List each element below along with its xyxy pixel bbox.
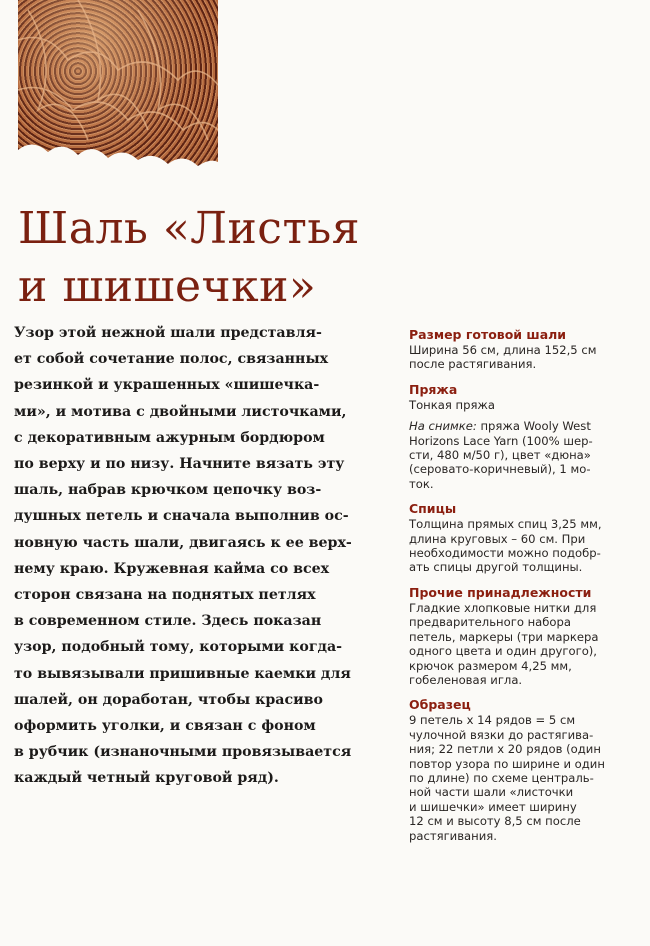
supplies-line: петель, маркеры (три маркера	[409, 629, 599, 644]
supplies-line: предварительного набора	[409, 615, 571, 630]
intro-line: то вывязывали пришивные каемки для	[14, 665, 351, 682]
specs-sidebar	[409, 326, 641, 852]
size-text	[409, 343, 641, 372]
supplies-text	[409, 601, 641, 687]
page-title	[18, 200, 438, 316]
intro-line: по верху и по низу. Начните вязать эту	[14, 456, 345, 473]
intro-line: в современном стиле. Здесь показан	[14, 613, 322, 630]
intro-line: новную часть шали, двигаясь к ее верх-	[14, 534, 352, 551]
yarn-note-line	[409, 419, 641, 433]
intro-line: резинкой и украшенных «шишечка-	[14, 377, 320, 394]
yarn-text	[409, 398, 641, 491]
yarn-note-line: сти, 480 м/50 г), цвет «дюна»	[409, 448, 591, 463]
needles-text	[409, 517, 641, 575]
size-section	[409, 326, 641, 372]
gauge-line: и шишечки» имеет ширину	[409, 799, 577, 814]
size-line: Ширина 56 см, длина 152,5 см	[409, 343, 597, 357]
supplies-line: одного цвета и один другого),	[409, 644, 597, 659]
intro-line: каждый четный круговой ряд).	[14, 770, 279, 787]
lace-pattern-icon	[18, 0, 218, 178]
intro-line: с декоративным ажурным бордюром	[14, 429, 325, 446]
needles-heading: Спицы	[409, 501, 457, 517]
intro-line: Узор этой нежной шали представля-	[14, 325, 322, 341]
yarn-section	[409, 381, 641, 491]
needles-line: необходимости можно подобр-	[409, 546, 601, 561]
title-line-1: Шаль «Листья	[18, 203, 360, 254]
intro-paragraph	[14, 320, 392, 792]
gauge-text	[409, 713, 641, 843]
intro-line: нему краю. Кружевная кайма со всех	[14, 560, 330, 577]
intro-line: шалей, он доработан, чтобы красиво	[14, 691, 323, 708]
yarn-note-label: На снимке:	[409, 419, 477, 434]
intro-line: душных петель и сначала выполнив ос-	[14, 508, 349, 525]
gauge-line: 12 см и высоту 8,5 см после	[409, 814, 581, 829]
supplies-section	[409, 584, 641, 687]
needles-line: длина круговых – 60 см. При	[409, 531, 586, 546]
yarn-line: Тонкая пряжа	[409, 397, 495, 412]
gauge-line: растягивания.	[409, 828, 497, 843]
title-line-2: и шишечки»	[18, 261, 317, 312]
yarn-heading: Пряжа	[409, 381, 458, 397]
yarn-note-text: пряжа Wooly West	[476, 419, 591, 434]
intro-line: шаль, набрав крючком цепочку воз-	[14, 482, 322, 499]
size-line: после растягивания.	[409, 357, 537, 372]
gauge-line: по длине) по схеме централь-	[409, 770, 594, 785]
supplies-line: крючок размером 4,25 мм,	[409, 658, 572, 673]
needles-line: Толщина прямых спиц 3,25 мм,	[409, 517, 602, 532]
lace-shawl-photo	[18, 0, 218, 178]
gauge-line: ния; 22 петли х 20 рядов (один	[409, 742, 601, 757]
yarn-note-line: ток.	[409, 476, 434, 491]
gauge-line: чулочной вязки до растягива-	[409, 727, 594, 742]
gauge-heading: Образец	[409, 697, 471, 713]
needles-line: ать спицы другой толщины.	[409, 560, 583, 575]
intro-line: оформить уголки, и связан с фоном	[14, 718, 316, 735]
needles-section	[409, 500, 641, 575]
size-heading: Размер готовой шали	[409, 327, 567, 342]
yarn-note-line: Horizons Lace Yarn (100% шер-	[409, 433, 593, 448]
gauge-line: ной части шали «листочки	[409, 785, 574, 800]
supplies-line: гобеленовая игла.	[409, 672, 523, 687]
intro-line: сторон связана на поднятых петлях	[14, 587, 316, 604]
intro-line: ми», и мотива с двойными листочками,	[14, 403, 347, 420]
gauge-line: повтор узора по ширине и один	[409, 756, 605, 771]
intro-line: в рубчик (изнаночными провязывается	[14, 744, 352, 761]
intro-line: ет собой сочетание полос, связанных	[14, 351, 329, 368]
intro-line: узор, подобный тому, которыми когда-	[14, 639, 343, 656]
supplies-heading: Прочие принадлежности	[409, 584, 592, 600]
yarn-note-line: (серовато-коричневый), 1 мо-	[409, 462, 591, 477]
gauge-section	[409, 696, 641, 843]
gauge-line: 9 петель х 14 рядов = 5 см	[409, 713, 576, 728]
supplies-line: Гладкие хлопковые нитки для	[409, 600, 597, 615]
